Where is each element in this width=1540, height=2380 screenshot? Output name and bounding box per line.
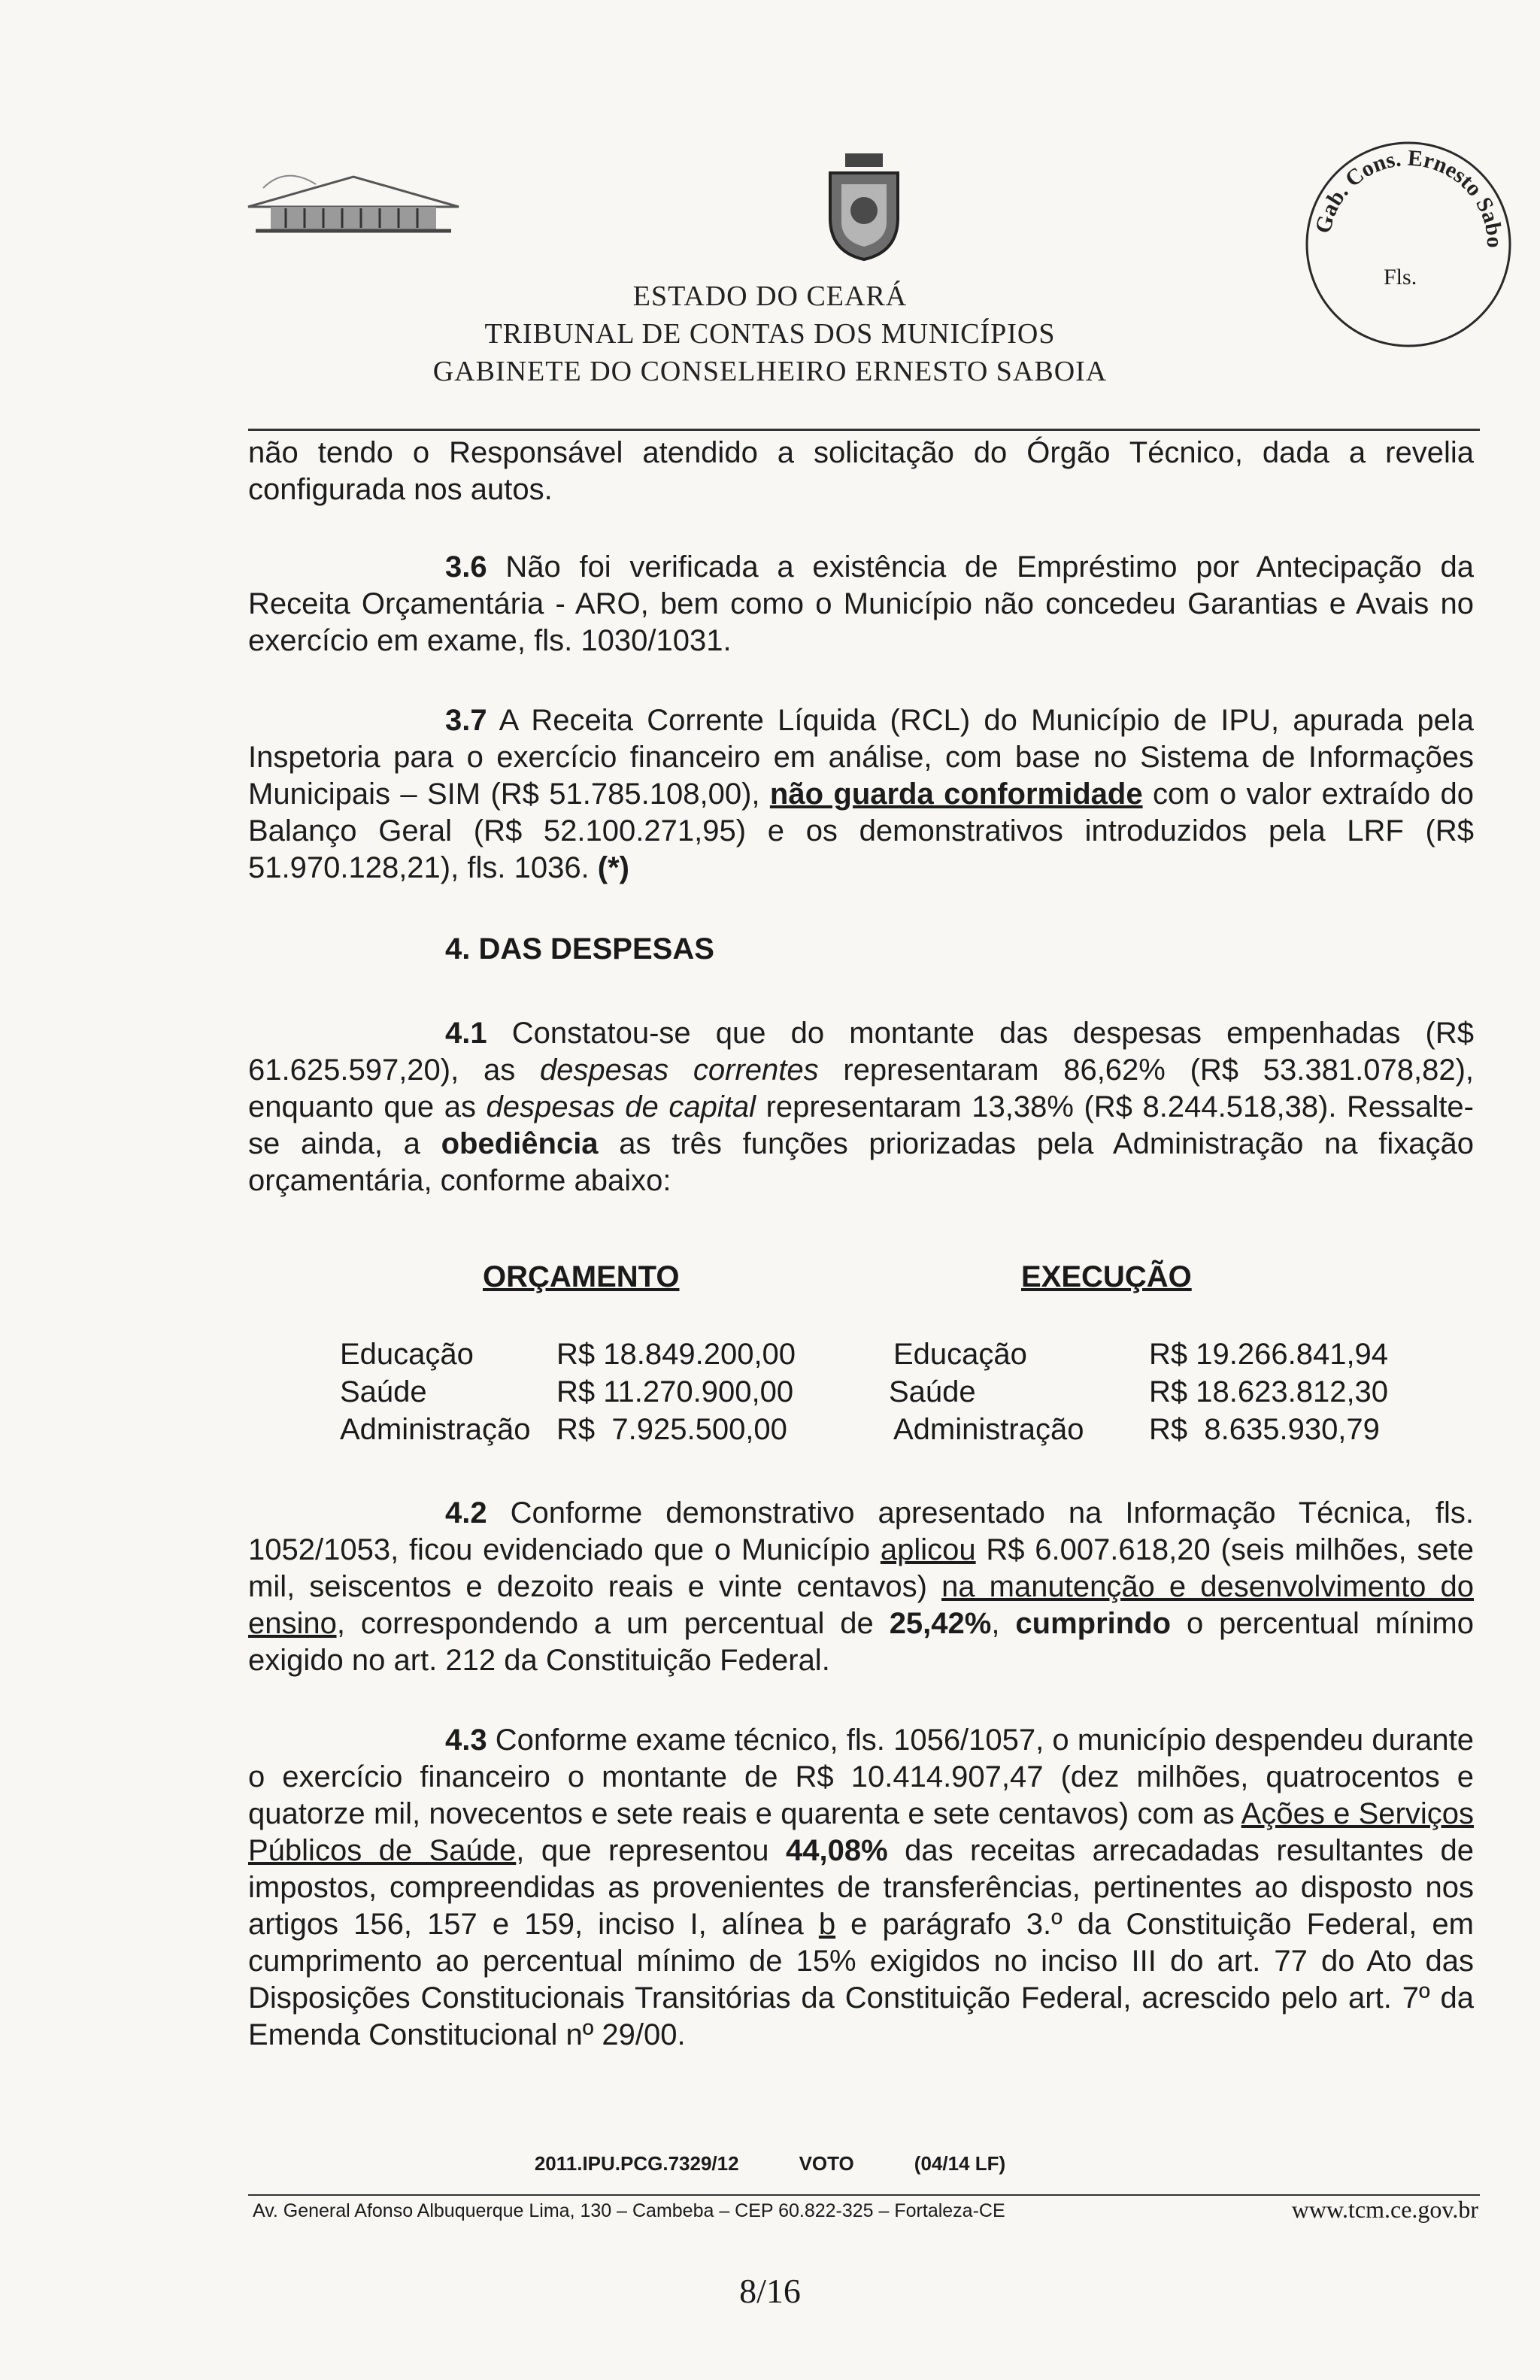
bold-text: cumprindo [1015, 1607, 1172, 1640]
bold-text: 25,42% [889, 1607, 992, 1640]
paragraph-text: representaram 13,38% (R$ 8.244.518,38). Ressalte-se ainda, a [248, 1090, 1474, 1160]
court-name: TRIBUNAL DE CONTAS DOS MUNICÍPIOS [484, 318, 1056, 350]
internal-page: (04/14 LF) [914, 2152, 1006, 2175]
paragraph-text: e parágrafo 3.º da Constituição Federal, em cumprimento ao percentual mínimo de 15% exigidos no inciso III do art. 77 do Ato das Disposições Constitucionais Transitórias da Constituição Federal, acrescido pelo art. 7º da Emenda Constitucional nº 29/00. [248, 1908, 1474, 2051]
emphasis-text: não guarda conformidade [769, 778, 1143, 811]
underlined-text: aplicou [880, 1533, 976, 1566]
document-reference [0, 2152, 1540, 2175]
budget-value: R$ 18.849.200,00 [556, 1338, 796, 1371]
execution-label: Educação [893, 1338, 1027, 1371]
bold-text: obediência [441, 1127, 599, 1160]
execution-value: R$ 18.623.812,30 [1149, 1375, 1389, 1408]
underlined-text: na manutenção e desenvolvimento do ensino, [248, 1570, 1475, 1640]
budget-column-heading: ORÇAMENTO [483, 1260, 680, 1293]
paragraph-text: , que representou [516, 1834, 786, 1867]
paragraph-text: Conforme demonstrativo apresentado na Informação Técnica, fls. 1052/1053, ficou evidenciado que o Município [248, 1496, 1474, 1566]
tcm-building-logo [241, 154, 466, 244]
bold-text: 44,08% [785, 1834, 888, 1867]
execution-value: R$ 8.635.930,79 [1149, 1413, 1380, 1446]
paragraph-text: correspondendo a um percentual de [344, 1607, 890, 1640]
paragraph-3-7 [248, 702, 1474, 887]
underlined-text: b [818, 1908, 836, 1941]
execution-label: Saúde [889, 1375, 976, 1408]
execution-column-heading: EXECUÇÃO [1021, 1260, 1192, 1293]
paragraph-3-6 [248, 549, 1474, 659]
budget-value: R$ 11.270.900,00 [556, 1375, 794, 1408]
section-heading: 4. DAS DESPESAS [445, 932, 714, 966]
document-type: VOTO [799, 2152, 854, 2175]
state-coat-of-arms [823, 150, 905, 263]
italic-text: despesas correntes [539, 1054, 819, 1087]
paragraph-number: 4.3 [445, 1724, 487, 1757]
paragraph-text: as três funções priorizadas pela Administração na fixação orçamentária, conforme abaixo: [248, 1127, 1474, 1197]
paragraph-number: 4.2 [445, 1496, 487, 1530]
paragraph-text: não tendo o Responsável atendido a solicitação do Órgão Técnico, dada a revelia configurada nos autos. [248, 436, 1474, 506]
process-number: 2011.IPU.PCG.7329/12 [534, 2152, 739, 2175]
state-name: ESTADO DO CEARÁ [632, 280, 908, 312]
paragraph-continuation [248, 435, 1474, 508]
paragraph-number: 4.1 [445, 1017, 487, 1050]
website-link[interactable]: www.tcm.ce.gov.br [1291, 2196, 1478, 2223]
paragraph-4-1 [248, 1015, 1474, 1199]
budget-value: R$ 7.925.500,00 [556, 1413, 787, 1446]
paragraph-text: R$ 6.007.618,20 (seis milhões, sete mil, seiscentos e dezoito reais e vinte centavos) [248, 1533, 1474, 1603]
header-rule [248, 429, 1480, 431]
svg-text:Gab. Cons. Ernesto Saboia: Gab. Cons. Ernesto Sabo [1310, 145, 1508, 248]
address: Av. General Afonso Albuquerque Lima, 130 – Cambeba – CEP 60.822-325 – Fortaleza-CE [253, 2200, 1005, 2221]
execution-label: Administração [893, 1413, 1084, 1446]
paragraph-text: Conforme exame técnico, fls. 1056/1057, o município despendeu durante o exercício financeiro o montante de R$ 10.414.907,47 (dez milhões, quatrocentos e quatorze mil, novecentos e sete reais e quarenta e sete centavos) com as [248, 1724, 1474, 1830]
italic-text: despesas de capital [486, 1090, 756, 1123]
execution-value: R$ 19.266.841,94 [1149, 1338, 1389, 1371]
paragraph-text: Constatou-se que do montante das despesas empenhadas (R$ 61.625.597,20), as [248, 1017, 1474, 1087]
page-number: 8/16 [739, 2272, 801, 2310]
paragraph-4-2 [248, 1495, 1474, 1679]
paragraph-text: representaram 86,62% (R$ 53.381.078,82), enquanto que as [248, 1054, 1474, 1123]
budget-label: Educação [340, 1338, 474, 1371]
paragraph-text: das receitas arrecadadas resultantes de impostos, compreendidas as provenientes de transferências, pertinentes ao disposto nos artigos 156, 157 e 159, inciso I, alínea [248, 1834, 1474, 1941]
paragraph-text: A Receita Corrente Líquida (RCL) do Município de IPU, apurada pela Inspetoria para o exercício financeiro em análise, com base no Sistema de Informações Municipais – SIM (R$ 51.785.108,00), [248, 704, 1474, 811]
paragraph-text: com o valor extraído do Balanço Geral (R$ 52.100.271,95) e os demonstrativos introduzidos pela LRF (R$ 51.970.128,21), fls. 1036. [248, 778, 1475, 884]
budget-label: Saúde [340, 1375, 427, 1408]
paragraph-text: Não foi verificada a existência de Empréstimo por Antecipação da Receita Orçamentária - ARO, bem como o Município não concedeu Garantias e Avais no exercício em exame, fls. 1030/1031. [248, 550, 1474, 657]
paragraph-text: o percentual mínimo exigido no art. 212 da Constituição Federal. [248, 1607, 1474, 1677]
cabinet-name: GABINETE DO CONSELHEIRO ERNESTO SABOIA [432, 356, 1108, 387]
paragraph-number: 3.6 [445, 550, 487, 584]
paragraph-text: , [991, 1607, 1016, 1640]
budget-label: Administração [340, 1413, 531, 1446]
stamp-fls: Fls. [1384, 265, 1417, 290]
underlined-text: Ações e Serviços Públicos de Saúde [248, 1797, 1475, 1867]
footnote-marker: (*) [597, 851, 630, 884]
paragraph-number: 3.7 [445, 704, 487, 737]
paragraph-4-3 [248, 1722, 1474, 2054]
